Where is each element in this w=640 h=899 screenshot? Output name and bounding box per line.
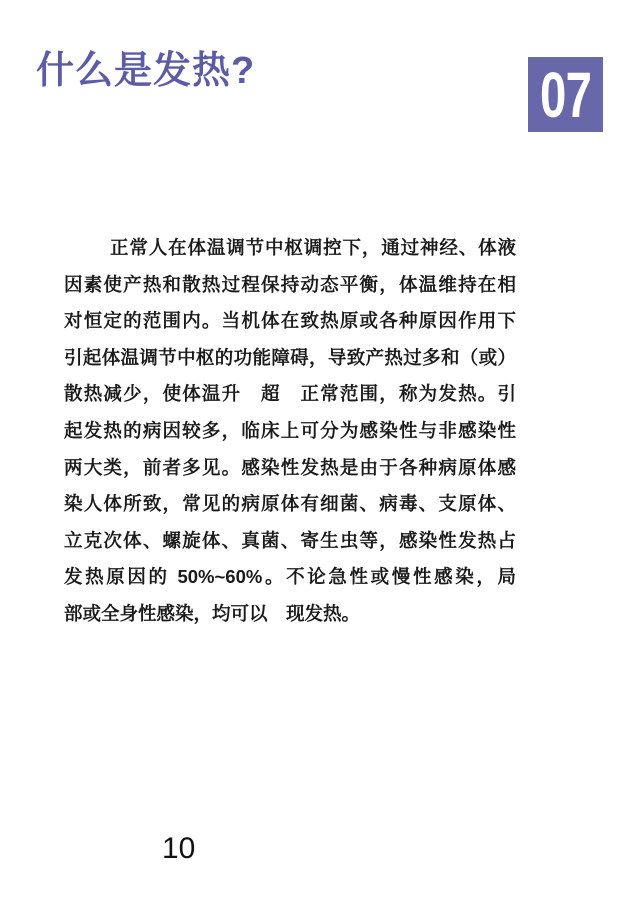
body-line: 对恒定的范围内。当机体在致热原或各种原因作用下: [64, 310, 516, 332]
body-line: 起发热的病因较多，临床上可分为感染性与非感染性: [64, 419, 516, 441]
body-line: 染人体所致，常见的病原体有细菌、病毒、支原体、: [64, 493, 516, 515]
body-line: 两大类，前者多见。感染性发热是由于各种病原体感: [64, 456, 516, 478]
body-line: 发热原因的 50%~60%。不论急性或慢性感染，局: [64, 566, 516, 588]
page-number: 10: [162, 832, 196, 865]
chapter-number-badge: [528, 57, 603, 132]
body-line: 正常人在体温调节中枢调控下，通过神经、体液: [110, 237, 516, 258]
body-line: 引起体温调节中枢的功能障碍，导致产热过多和（或）: [64, 346, 516, 368]
body-line: 因素使产热和散热过程保持动态平衡，体温维持在相: [64, 273, 516, 295]
body-line: 部或全身性感染，均可以 现发热。: [64, 602, 361, 624]
body-line: 立克次体、螺旋体、真菌、寄生虫等，感染性发热占: [64, 529, 516, 551]
body-paragraph: [64, 230, 516, 633]
chapter-number: 07: [539, 58, 592, 131]
page-title: 什么是发热?: [36, 50, 256, 92]
body-line: 散热减少，使体温升 超 正常范围，称为发热。引: [64, 383, 516, 405]
